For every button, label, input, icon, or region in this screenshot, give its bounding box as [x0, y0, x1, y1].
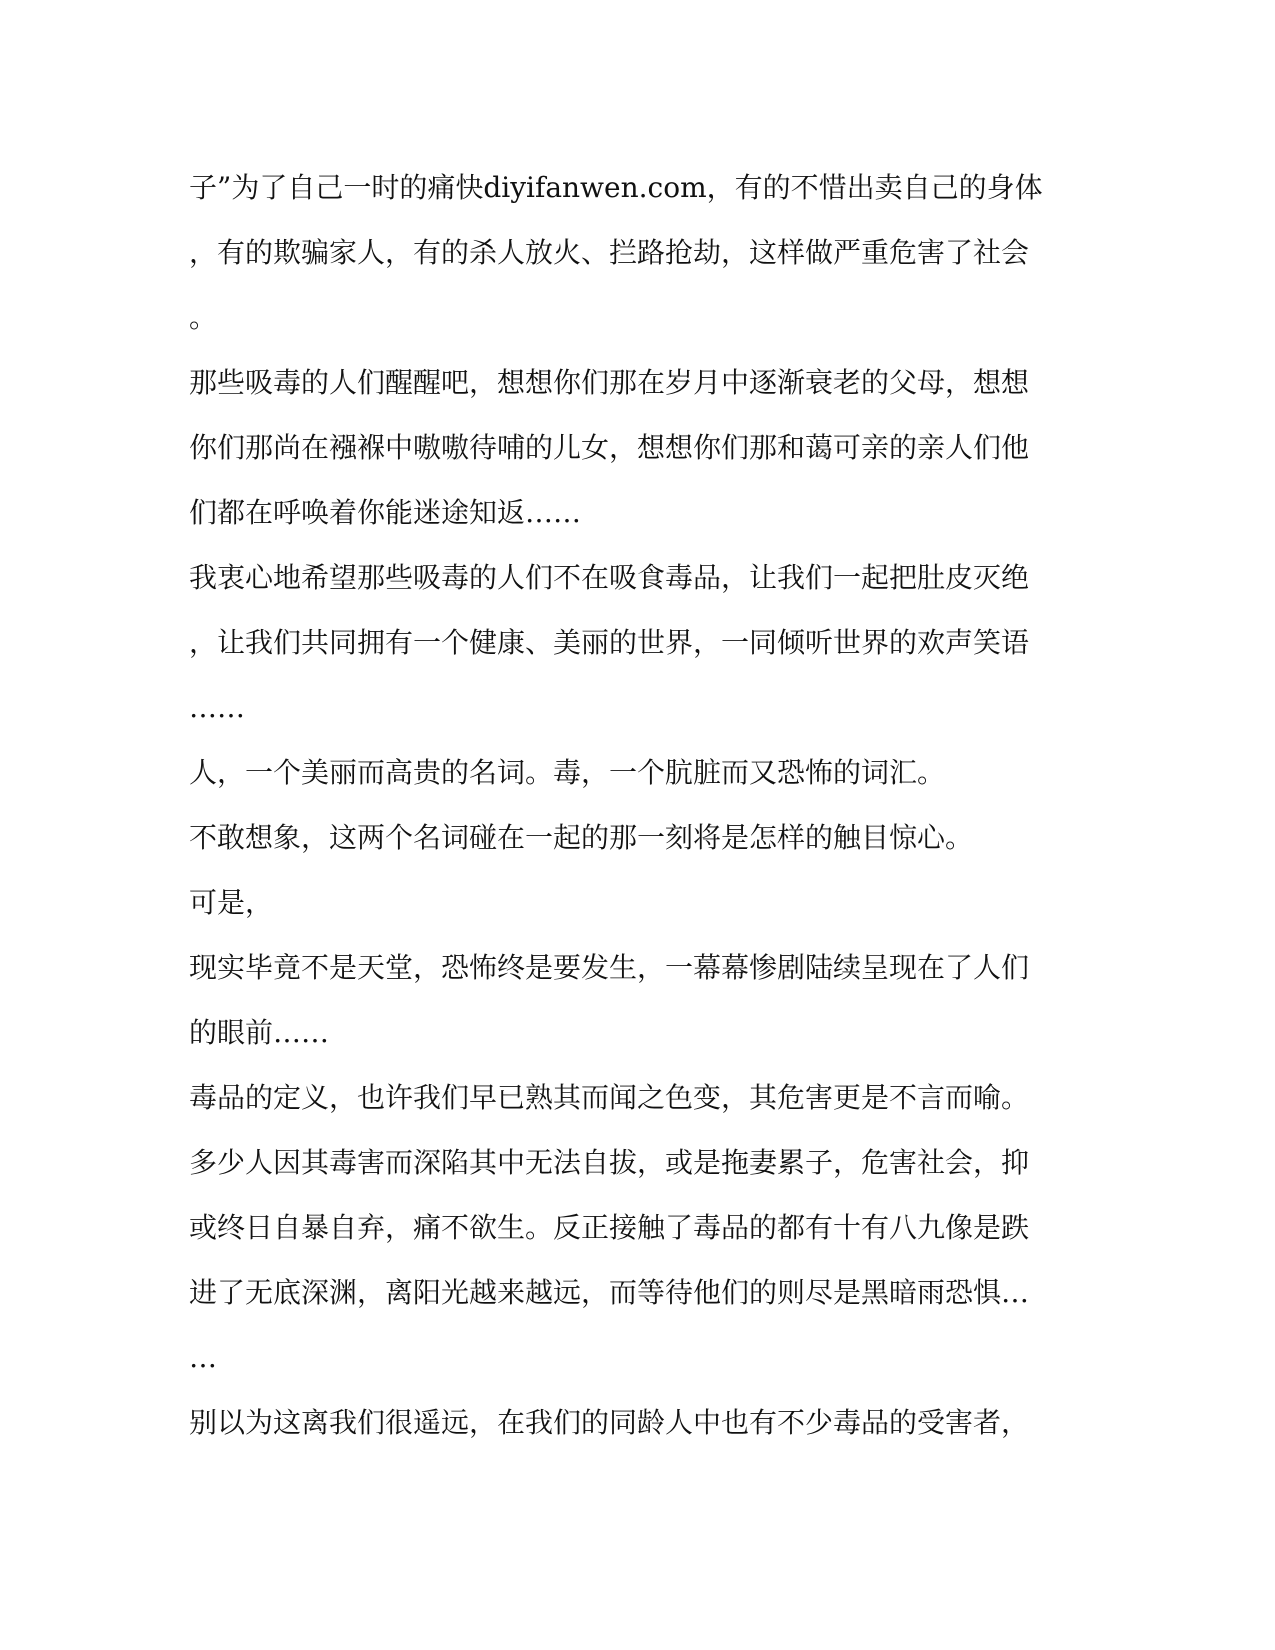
- text-line: 别以为这离我们很遥远，在我们的同龄人中也有不少毒品的受害者，: [189, 1406, 1030, 1439]
- text-line: 可是，: [189, 886, 274, 919]
- text-line: 我衷心地希望那些吸毒的人们不在吸食毒品，让我们一起把肚皮灭绝: [189, 561, 1030, 594]
- text-line: 们都在呼唤着你能迷途知返……: [189, 496, 582, 529]
- text-line: 那些吸毒的人们醒醒吧，想想你们那在岁月中逐渐衰老的父母，想想: [189, 366, 1030, 399]
- text-line: …: [189, 1341, 217, 1374]
- text-line: 子”为了自己一时的痛快diyifanwen.com，有的不惜出卖自己的身体: [189, 171, 1043, 204]
- text-line: 或终日自暴自弃，痛不欲生。反正接触了毒品的都有十有八九像是跌: [189, 1211, 1030, 1244]
- text-line: 现实毕竟不是天堂，恐怖终是要发生，一幕幕惨剧陆续呈现在了人们: [189, 951, 1030, 984]
- text-line: 的眼前……: [189, 1016, 330, 1049]
- text-line: 多少人因其毒害而深陷其中无法自拔，或是拖妻累子，危害社会，抑: [189, 1146, 1030, 1179]
- text-line: 你们那尚在襁褓中嗷嗷待哺的儿女，想想你们那和蔼可亲的亲人们他: [189, 431, 1030, 464]
- text-line: 进了无底深渊，离阳光越来越远，而等待他们的则尽是黑暗雨恐惧…: [189, 1276, 1030, 1309]
- text-line: ，有的欺骗家人，有的杀人放火、拦路抢劫，这样做严重危害了社会: [189, 236, 1030, 269]
- text-line: 人，一个美丽而高贵的名词。毒，一个肮脏而又恐怖的词汇。: [189, 756, 946, 789]
- text-line: ……: [189, 691, 245, 724]
- text-line: 。: [189, 301, 218, 334]
- text-line: 不敢想象，这两个名词碰在一起的那一刻将是怎样的触目惊心。: [189, 821, 974, 854]
- text-line: 毒品的定义，也许我们早已熟其而闻之色变，其危害更是不言而喻。: [189, 1081, 1030, 1114]
- body-text: [189, 155, 1069, 1455]
- text-line: ，让我们共同拥有一个健康、美丽的世界，一同倾听世界的欢声笑语: [189, 626, 1030, 659]
